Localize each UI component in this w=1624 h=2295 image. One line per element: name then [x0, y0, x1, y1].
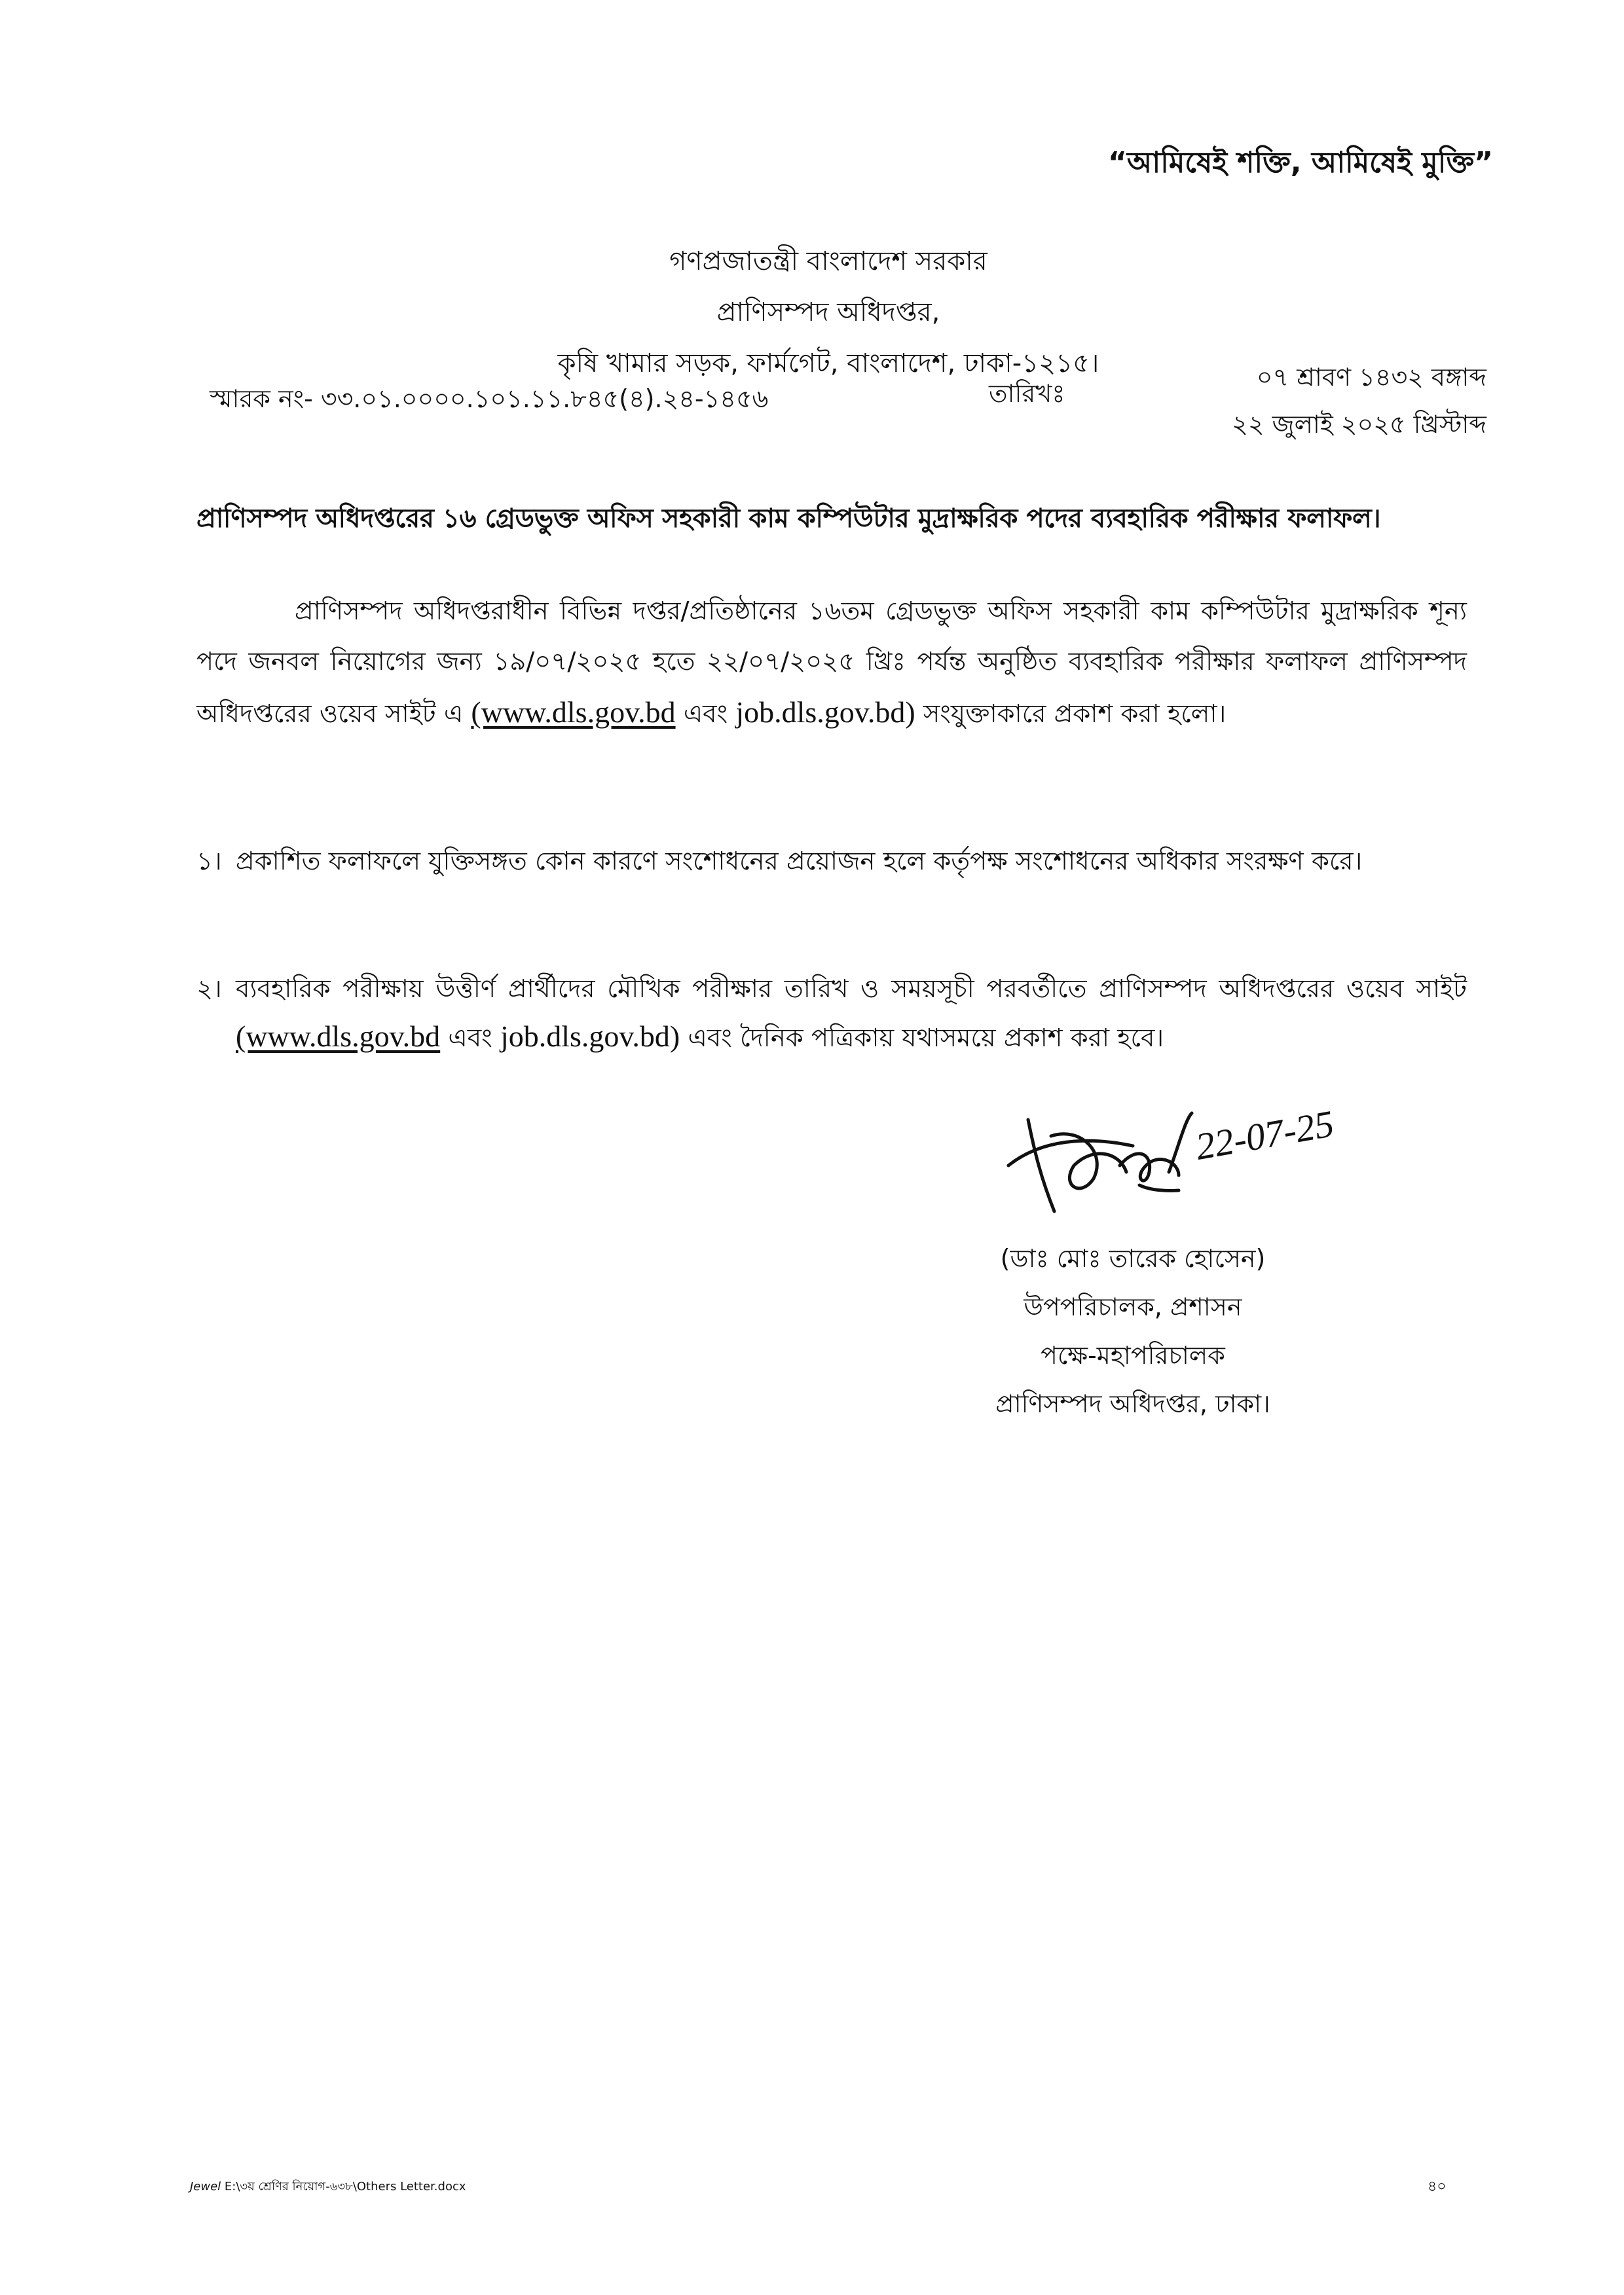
signer-designation: উপপরিচালক, প্রশাসন: [1024, 1293, 1242, 1321]
subject-heading: প্রাণিসম্পদ অধিদপ্তরের ১৬ গ্রেডভুক্ত অফিস সহকারী কাম কম্পিউটার মুদ্রাক্ষরিক পদের ব্যবহারিক পরীক্ষার ফলাফল।: [196, 504, 1381, 534]
body-text-1: প্রাণিসম্পদ অধিদপ্তরাধীন বিভিন্ন দপ্তর/প্রতিষ্ঠানের ১৬তম গ্রেডভুক্ত অফিস সহকারী কাম কম্পিউটার মুদ্রাক্ষরিক শূন্য পদে জনবল নিয়োগের জন্য ১৯/০৭/২০২৫ হতে ২২/০৭/২০২৫ খ্রিঃ পর্যন্ত অনুষ্ঠিত ব্যবহারিক পরীক্ষার ফলাফল প্রাণিসম্পদ অধিদপ্তরের ওয়েব সাইট এ: [196, 597, 1467, 729]
item-text-2: এবং: [440, 1023, 500, 1053]
date-bangla: ০৭ শ্রাবণ ১৪৩২ বঙ্গাব্দ: [1256, 363, 1486, 392]
footer-initials: Jewel: [190, 2180, 221, 2194]
website-link-dls[interactable]: (www.dls.gov.bd: [471, 695, 676, 729]
signer-office: প্রাণিসম্পদ অধিদপ্তর, ঢাকা।: [995, 1389, 1270, 1418]
page-number: ৪০: [1428, 2178, 1447, 2195]
signer-block: [891, 1234, 1375, 1428]
letterhead-department: প্রাণিসম্পদ অধিদপ্তর,: [716, 297, 940, 327]
website-link-job[interactable]: job.dls.gov.bd): [500, 1019, 680, 1053]
item-number: ২।: [196, 974, 222, 1004]
website-link-dls[interactable]: (www.dls.gov.bd: [236, 1019, 441, 1053]
memo-number: স্মারক নং- ৩৩.০১.০০০০.১০১.১১.৮৪৫(৪).২৪-১৪৫৬: [210, 384, 769, 413]
body-text-2: এবং: [675, 699, 736, 729]
signer-on-behalf: পক্ষে-মহাপরিচালক: [1041, 1341, 1225, 1370]
date-english: ২২ জুলাই ২০২৫ খ্রিস্টাব্দ: [1232, 410, 1486, 439]
signature: [982, 1074, 1441, 1238]
date-label: তারিখঃ: [989, 379, 1065, 408]
item-text: প্রকাশিত ফলাফলে যুক্তিসঙ্গত কোন কারণে সংশোধনের প্রয়োজন হলে কর্তৃপক্ষ সংশোধনের অধিকার সংরক্ষণ করে।: [236, 847, 1363, 876]
item-number: ১।: [196, 847, 222, 876]
body-text-3: সংযুক্তাকারে প্রকাশ করা হলো।: [915, 699, 1227, 729]
item-text: [236, 966, 1467, 1062]
item-text-3: এবং দৈনিক পত্রিকায় যথাসময়ে প্রকাশ করা হবে।: [680, 1023, 1164, 1053]
motto: “আমিষেই শক্তি, আমিষেই মুক্তি”: [1108, 146, 1493, 179]
signer-name: (ডাঃ মোঃ তারেক হোসেন): [1000, 1244, 1266, 1273]
footer-path-text: E:\৩য় শ্রেণির নিয়োগ-৬৩৮\Others Letter.docx: [221, 2180, 466, 2194]
letterhead-address: কৃষি খামার সড়ক, ফার্মগেট, বাংলাদেশ, ঢাকা-১২১৫।: [557, 348, 1099, 378]
date-block: [1159, 354, 1486, 448]
footer-file-path: [190, 2177, 466, 2197]
list-item: [196, 838, 1467, 885]
list-item: [196, 966, 1467, 1062]
website-link-job[interactable]: job.dls.gov.bd): [735, 695, 915, 729]
letterhead-government: গণপ্রজাতন্ত্রী বাংলাদেশ সরকার: [669, 246, 987, 276]
item-text-1: ব্যবহারিক পরীক্ষায় উত্তীর্ণ প্রার্থীদের মৌখিক পরীক্ষার তারিখ ও সময়সূচী পরবর্তীতে প্রাণিসম্পদ অধিদপ্তরের ওয়েব সাইট: [236, 974, 1467, 1004]
signature-date: 22-07-25: [1192, 1102, 1337, 1168]
letterhead: [419, 236, 1238, 389]
body-paragraph: [196, 586, 1467, 739]
